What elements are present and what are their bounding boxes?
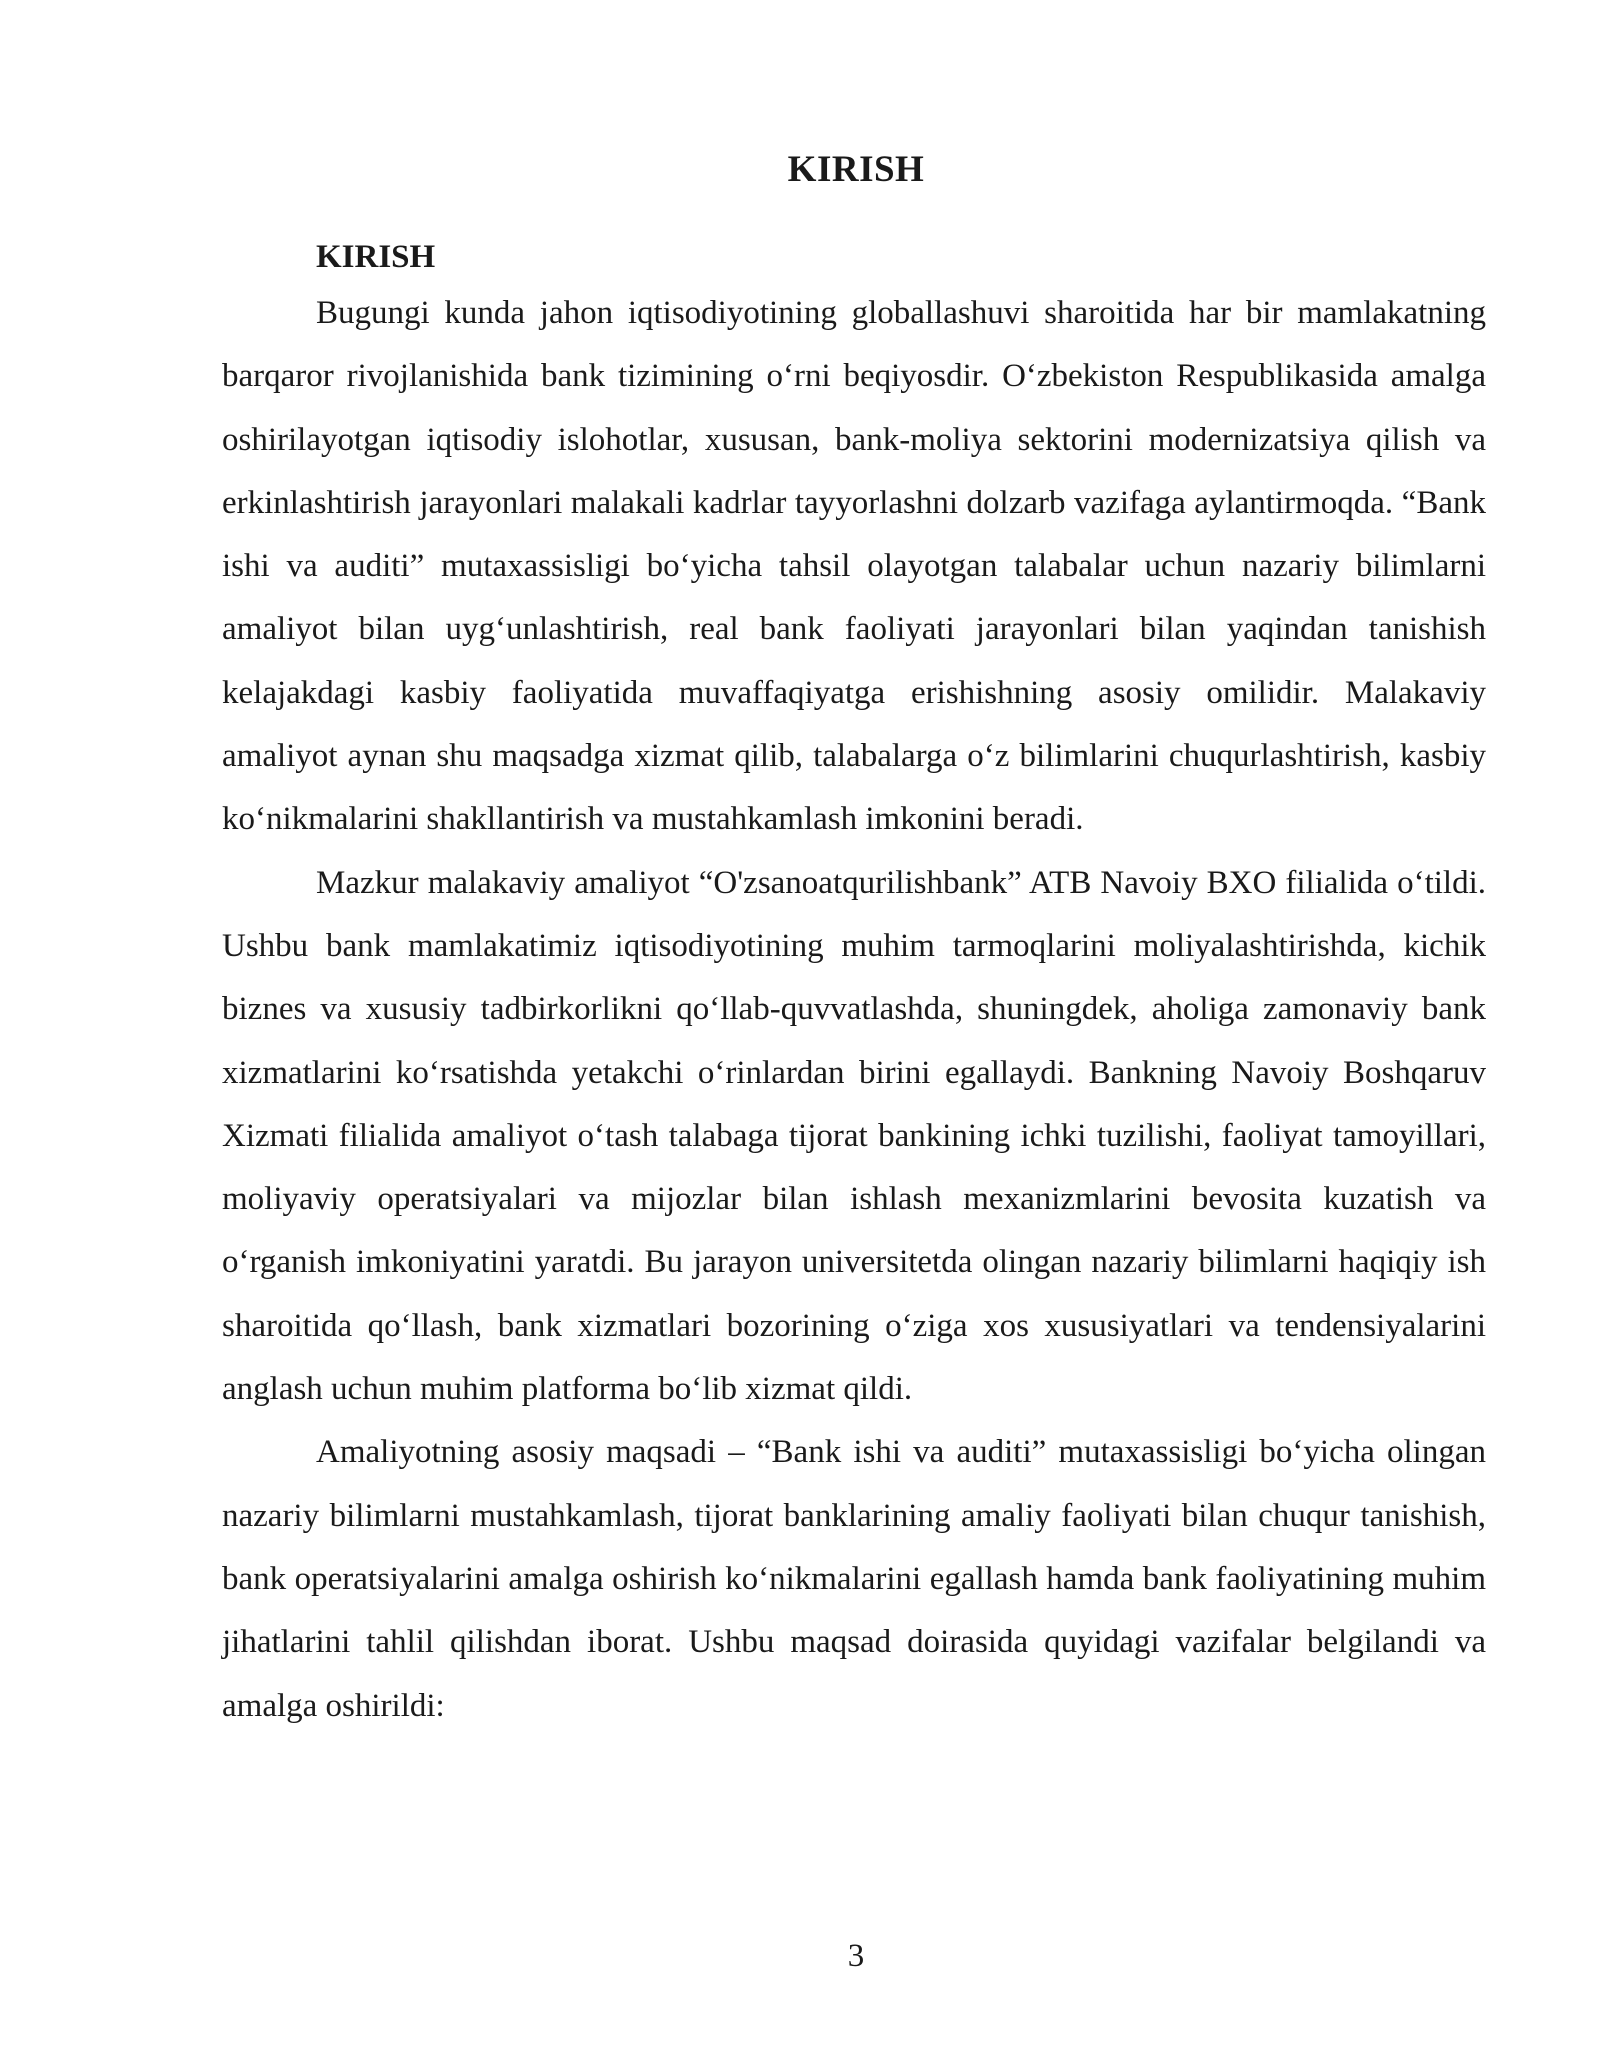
paragraph-intro: Bugungi kunda jahon iqtisodiyotining globallashuvi sharoitida har bir mamlakatning barqaror rivojlanishida bank tizimining o‘rni beqiyosdir. O‘zbekiston Respublikasida amalga oshirilayotgan iqtisodiy islohotlar, xususan, bank-moliya sektorini modernizatsiya qilish va erkinlashtirish jarayonlari malakali kadrlar tayyorlashni dolzarb vazifaga aylantirmoqda. “Bank ishi va auditi” mutaxassisligi bo‘yicha tahsil olayotgan talabalar uchun nazariy bilimlarni amaliyot bilan uyg‘unlashtirish, real bank faoliyati jarayonlari bilan yaqindan tanishish kelajakdagi kasbiy faoliyatida muvaffaqiyatga erishishning asosiy omilidir. Malakaviy amaliyot aynan shu maqsadga xizmat qilib, talabalarga o‘z bilimlarini chuqurlashtirish, kasbiy ko‘nikmalarini shakllantirish va mustahkamlash imkonini beradi. bbox=[222, 295, 1486, 838]
page-number: 3 bbox=[847, 1938, 865, 1974]
page-title: KIRISH bbox=[787, 149, 925, 190]
paragraph-goal: Amaliyotning asosiy maqsadi – “Bank ishi va auditi” mutaxassisligi bo‘yicha olingan nazariy bilimlarni mustahkamlash, tijorat banklarining amaliy faoliyati bilan chuqur tanishish, bank operatsiyalarini amalga oshirish ko‘nikmalarini egallash hamda bank faoliyatining muhim jihatlarini tahlil qilishdan iborat. Ushbu maqsad doirasida quyidagi vazifalar belgilandi va amalga oshirildi: bbox=[222, 1434, 1486, 1724]
section-heading: KIRISH bbox=[316, 239, 436, 275]
paragraph-practice-place: Mazkur malakaviy amaliyot “O'zsanoatqurilishbank” ATB Navoiy BXO filialida o‘tildi. Ushbu bank mamlakatimiz iqtisodiyotining muhim tarmoqlarini moliyalashtirishda, kichik biznes va xususiy tadbirkorlikni qo‘llab-quvvatlashda, shuningdek, aholiga zamonaviy bank xizmatlarini ko‘rsatishda yetakchi o‘rinlardan birini egallaydi. Bankning Navoiy Boshqaruv Xizmati filialida amaliyot o‘tash talabaga tijorat bankining ichki tuzilishi, faoliyat tamoyillari, moliyaviy operatsiyalari va mijozlar bilan ishlash mexanizmlarini bevosita kuzatish va o‘rganish imkoniyatini yaratdi. Bu jarayon universitetda olingan nazariy bilimlarni haqiqiy ish sharoitida qo‘llash, bank xizmatlari bozorining o‘ziga xos xususiyatlari va tendensiyalarini anglash uchun muhim platforma bo‘lib xizmat qildi. bbox=[222, 864, 1486, 1408]
document-body bbox=[222, 232, 1486, 1738]
